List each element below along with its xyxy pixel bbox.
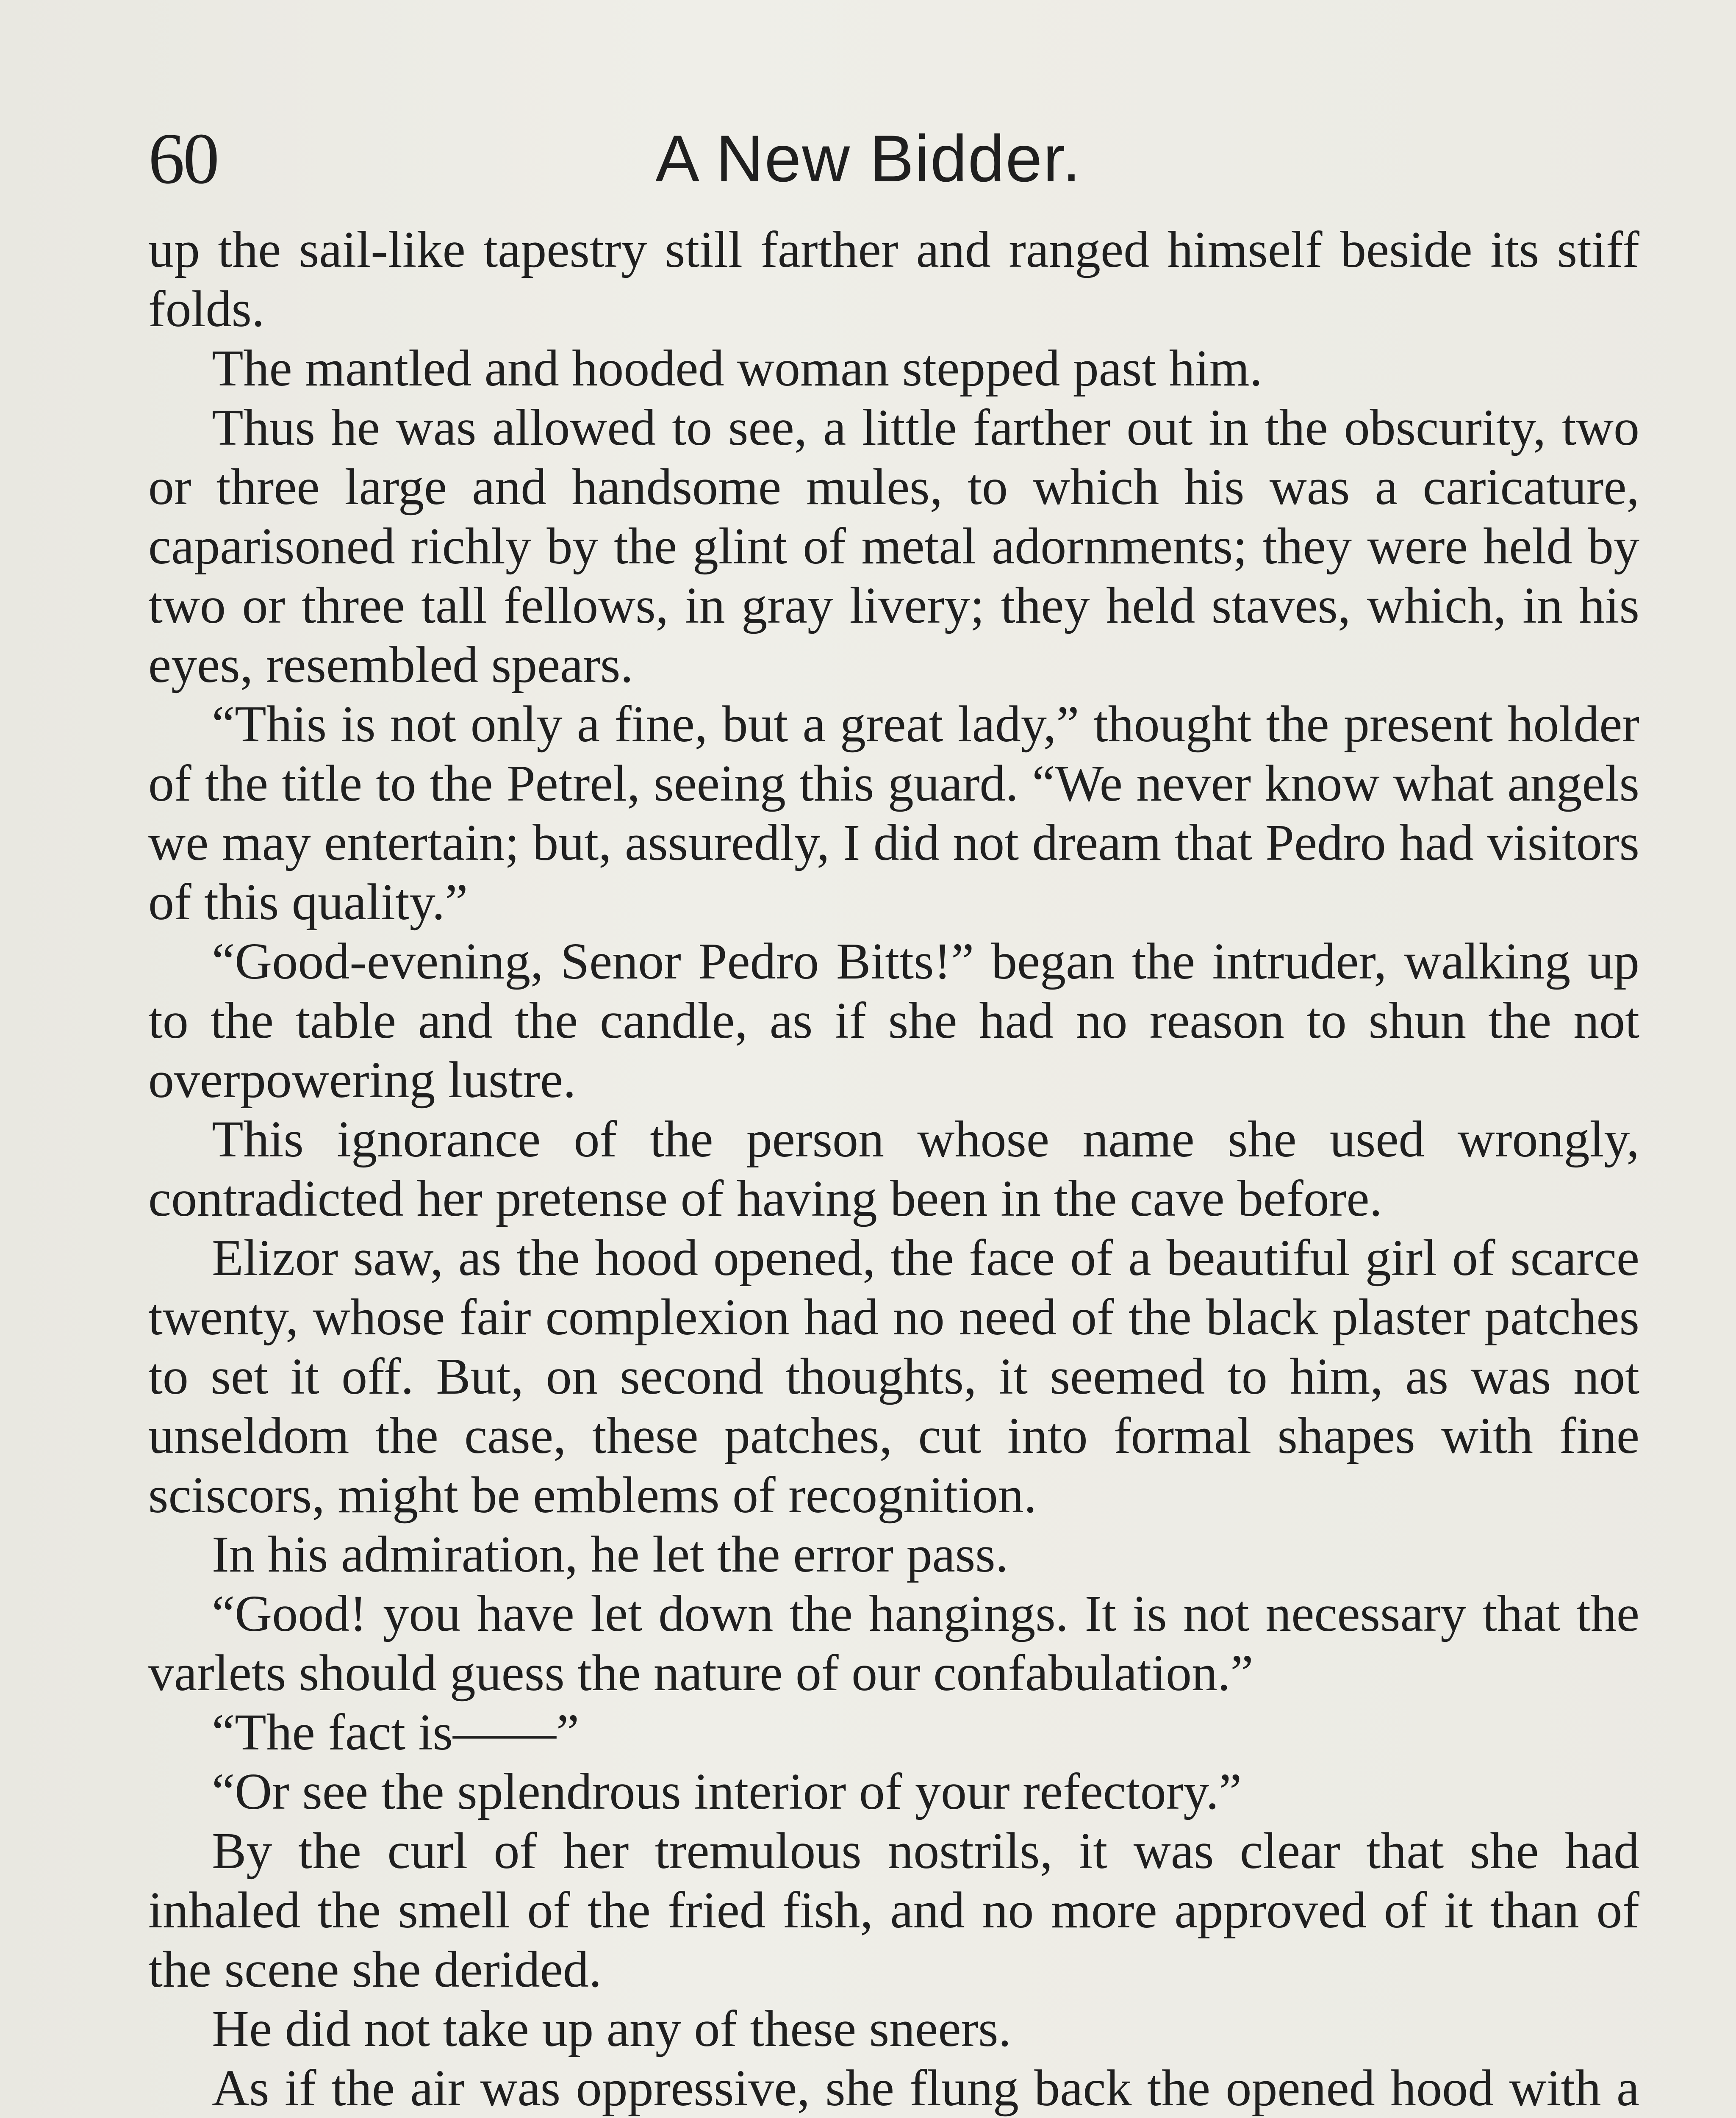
paragraph: “The fact is——” <box>212 1704 580 1761</box>
paragraph: “Good-evening, Senor Pedro Bitts!” began the intruder, walking up to the table and the candle, as if she had no reason to shun the not overpowering lustre. <box>148 933 1639 1109</box>
paragraph: up the sail-like tapestry still farther and ranged himself beside its stiff folds. <box>148 221 1639 338</box>
paragraph: “Or see the splendrous interior of your refectory.” <box>212 1763 1242 1820</box>
body-text <box>148 220 1639 2118</box>
paragraph: Elizor saw, as the hood opened, the face of a beautiful girl of scarce twenty, whose fair complexion had no need of the black plaster patches to set it off. But, on second thoughts, it seemed to him, as was not unseldom the case, these patches, cut into formal shapes with fine sciscors, might be emblems of recognition. <box>148 1229 1639 1524</box>
paragraph: This ignorance of the person whose name she used wrongly, contradicted her pretense of having been in the cave before. <box>148 1111 1639 1227</box>
paragraph: As if the air was oppressive, she flung back the opened hood with a <box>212 2060 1639 2117</box>
paragraph: “Good! you have let down the hangings. It is not necessary that the varlets should guess the nature of our confabulation.” <box>148 1585 1639 1702</box>
page-number: 60 <box>148 119 218 199</box>
paragraph: By the curl of her tremulous nostrils, it was clear that she had inhaled the smell of the fried fish, and no more approved of it than of the scene she derided. <box>148 1822 1639 1998</box>
paragraph: Thus he was allowed to see, a little farther out in the obscurity, two or three large and handsome mules, to which his was a caricature, caparisoned richly by the glint of metal adornments; they were held by two or three tall fellows, in gray livery; they held staves, which, in his eyes, resembled spears. <box>148 399 1639 693</box>
paragraph: The mantled and hooded woman stepped past him. <box>212 340 1263 397</box>
paragraph: “This is not only a fine, but a great lady,” thought the present holder of the title to the Petrel, seeing this guard. “We never know what angels we may entertain; but, assuredly, I did not dream that Pedro had visitors of this quality.” <box>148 696 1639 931</box>
paragraph: In his admiration, he let the error pass. <box>212 1526 1009 1583</box>
running-title: A New Bidder. <box>655 122 1082 196</box>
page-header <box>148 108 1631 210</box>
paragraph: He did not take up any of these sneers. <box>212 2000 1012 2057</box>
